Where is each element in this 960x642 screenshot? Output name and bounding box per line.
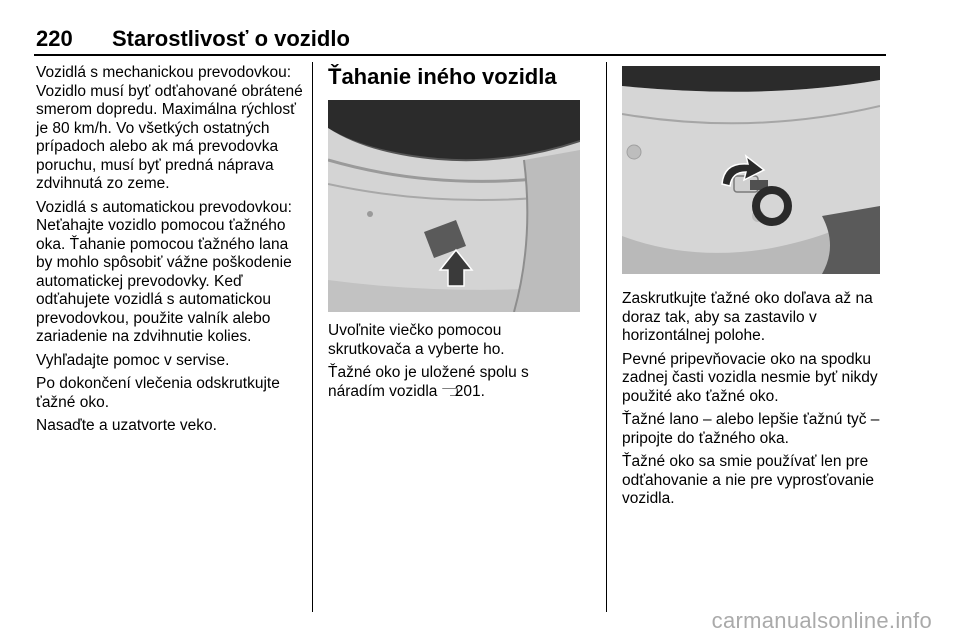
page-reference-number: 201. (454, 382, 485, 400)
column-left (36, 64, 304, 441)
paragraph-fixed-eye-warning: Pevné pripevňovacie oko na spodku zadnej časti vozidla nesmie byť nikdy použité ako ťažné oko. (622, 350, 878, 405)
paragraph-eye-usage: Ťažné oko sa smie používať len pre odťahovanie a nie pre vyprosťovanie vozidla. (622, 453, 875, 507)
header-rule (34, 54, 886, 56)
paragraph-automatic-transmission: Vozidlá s automatickou prevodovkou: Neťahajte vozidlo pomocou ťažného oka. Ťahanie pomocou ťažného lana by mohlo spôsobiť vážne poškodenie automatickej prevodovky. Keď odťahujete vozidlá s automatickou prevodovkou, použite valník alebo zariadenie na zdvihnutie kolies. (36, 198, 292, 345)
watermark: carmanualsonline.info (711, 608, 932, 633)
paragraph-eye-location (328, 364, 586, 401)
column-divider-left (312, 62, 313, 612)
page-number: 220 (36, 26, 73, 51)
paragraph-manual-transmission: Vozidlá s mechanickou prevodovkou: Vozidlo musí byť odťahované obrátené smerom dopredu. Maximálna rýchlosť je 80 km/h. Vo všetkých ostatných prípadoch alebo ak má prevodovka poruchu, musí byť predná náprava zdvihnutá zo zeme. (36, 64, 303, 192)
illustration-bumper-cover (328, 100, 580, 312)
illustration-towing-eye (622, 66, 880, 274)
paragraph-screw-in-eye: Zaskrutkujte ťažné oko doľava až na doraz tak, aby sa zastavilo v horizontálnej polohe. (622, 290, 873, 344)
column-divider-right (606, 62, 607, 612)
paragraph-unscrew-eye: Po dokončení vlečenia odskrutkujte ťažné oko. (36, 375, 280, 411)
paragraph-attach-rope: Ťažné lano – alebo lepšie ťažnú tyč – pripojte do ťažného oka. (622, 411, 880, 447)
paragraph-service-help: Vyhľadajte pomoc v servise. (36, 351, 230, 369)
bumper-cover-drawing (328, 100, 580, 312)
paragraph-remove-cap: Uvoľnite viečko pomocou skrutkovača a vyberte ho. (328, 322, 505, 358)
towing-eye-drawing (622, 66, 880, 274)
paragraph-replace-cover: Nasaďte a uzatvorte veko. (36, 417, 217, 434)
eye-location-text: Ťažné oko je uložené spolu s náradím vozidla (328, 364, 529, 400)
section-heading-towing-other-vehicle: Ťahanie iného vozidla (328, 64, 557, 89)
page-heading: Starostlivosť o vozidlo (112, 26, 350, 51)
page-reference-arrow-icon: ⫎ (441, 382, 459, 400)
